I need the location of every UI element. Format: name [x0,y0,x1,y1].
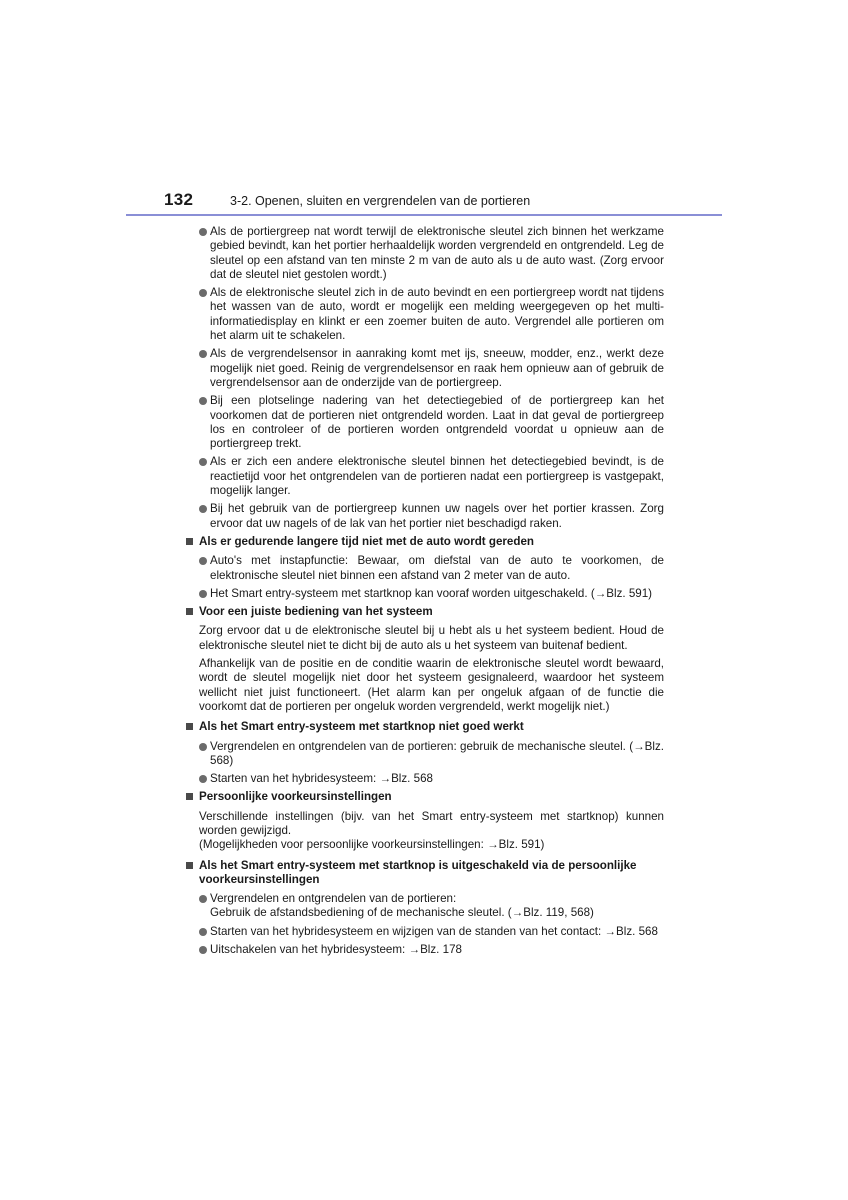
bullet-icon [199,895,207,903]
paragraph: Afhankelijk van de positie en de conditie waarin de elektronische sleutel wordt bewaard, wordt de sleutel mogelijk niet door het systeem gesignaleerd, waardoor het systeem wellicht niet juist functioneert. (Het alarm kan per ongeluk afgaan of de functie die voorkomt dat de portieren per ongeluk worden vergrendeld, werkt mogelijk niet.) [199,657,664,713]
section-heading-long-time: Als er gedurende langere tijd niet met de auto wordt gereden [186,535,664,549]
list-item: Bij een plotselinge nadering van het detectiegebied of de portiergreep kan het voorkomen dat de portieren niet ontgrendeld worden. Laat in dat geval de portiergreep los en controleer of de portieren worden ontgrendeld voordat u opnieuw aan de portiergreep trekt. [186,394,664,451]
list-item: Als de elektronische sleutel zich in de auto bevindt en een portiergreep wordt nat tijdens het wassen van de auto, wordt er mogelijk een melding weergegeven op het multi-informatiedisplay en klinkt er een zoemer buiten de auto. Vergrendel alle portieren om het alarm uit te schakelen. [186,286,664,343]
section-heading-not-working: Als het Smart entry-systeem met startknop niet goed werkt [186,720,664,734]
bullet-icon [199,505,207,513]
list-item: Als er zich een andere elektronische sleutel binnen het detectiegebied bevindt, is de reactietijd voor het ontgrendelen van de portieren nadat een portiergreep is vastgepakt, mogelijk langer. [186,455,664,498]
bullet-icon [199,289,207,297]
section-title: 3-2. Openen, sluiten en vergrendelen van de portieren [230,194,531,208]
bullet-icon [199,228,207,236]
square-bullet-icon [186,538,193,545]
list-item: Auto's met instapfunctie: Bewaar, om diefstal van de auto te voorkomen, de elektronische sleutel niet binnen een afstand van 2 meter van de auto. [186,554,664,583]
section-heading-correct-use: Voor een juiste bediening van het systeem [186,605,664,619]
bullet-icon [199,743,207,751]
list-item: Starten van het hybridesysteem en wijzigen van de standen van het contact: →Blz. 568 [186,925,664,939]
section-heading-disabled: Als het Smart entry-systeem met startknop is uitgeschakeld via de persoonlijke voorkeursinstellingen [186,859,664,888]
section-heading-personal-settings: Persoonlijke voorkeursinstellingen [186,790,664,804]
list-item: Uitschakelen van het hybridesysteem: →Blz. 178 [186,943,664,957]
bullet-icon [199,775,207,783]
paragraph: Verschillende instellingen (bijv. van het Smart entry-systeem met startknop) kunnen worden gewijzigd. [199,809,664,837]
square-bullet-icon [186,723,193,730]
bullet-icon [199,946,207,954]
list-item: Bij het gebruik van de portiergreep kunnen uw nagels over het portier krassen. Zorg ervoor dat uw nagels of de lak van het portier niet beschadigd raken. [186,502,664,531]
list-item: Vergrendelen en ontgrendelen van de portieren: gebruik de mechanische sleutel. (→Blz. 568) [186,740,664,769]
header-rule [126,214,722,216]
list-item: Vergrendelen en ontgrendelen van de portieren: Gebruik de afstandsbediening of de mechanische sleutel. (→Blz. 119, 568) [186,892,664,921]
list-item: Als de portiergreep nat wordt terwijl de elektronische sleutel zich binnen het werkzame gebied bevindt, kan het portier herhaaldelijk worden vergrendeld en ontgrendeld. Leg de sleutel op een afstand van ten minste 2 m van de auto als u de auto wast. (Zorg ervoor dat de sleutel niet gestolen wordt.) [186,225,664,282]
bullet-icon [199,458,207,466]
bullet-icon [199,397,207,405]
bullet-icon [199,928,207,936]
list-item: Starten van het hybridesysteem: →Blz. 568 [186,772,664,786]
page-header [126,190,722,218]
bullet-icon [199,350,207,358]
list-item: Als de vergrendelsensor in aanraking komt met ijs, sneeuw, modder, enz., werkt deze mogelijk niet goed. Reinig de vergrendelsensor en raak hem opnieuw aan of gebruik de vergrendelsensor aan de onderzijde van de portiergreep. [186,347,664,390]
paragraph-note: (Mogelijkheden voor persoonlijke voorkeursinstellingen: →Blz. 591) [199,838,545,852]
square-bullet-icon [186,793,193,800]
paragraph: Zorg ervoor dat u de elektronische sleutel bij u hebt als u het systeem bedient. Houd de elektronische sleutel niet te dicht bij de auto als u het systeem van buitenaf bedient. [199,624,664,652]
page-content [186,225,664,961]
bullet-icon [199,557,207,565]
square-bullet-icon [186,608,193,615]
page-number: 132 [164,190,194,209]
square-bullet-icon [186,862,193,869]
list-item: Het Smart entry-systeem met startknop kan vooraf worden uitgeschakeld. (→Blz. 591) [186,587,664,601]
bullet-icon [199,590,207,598]
